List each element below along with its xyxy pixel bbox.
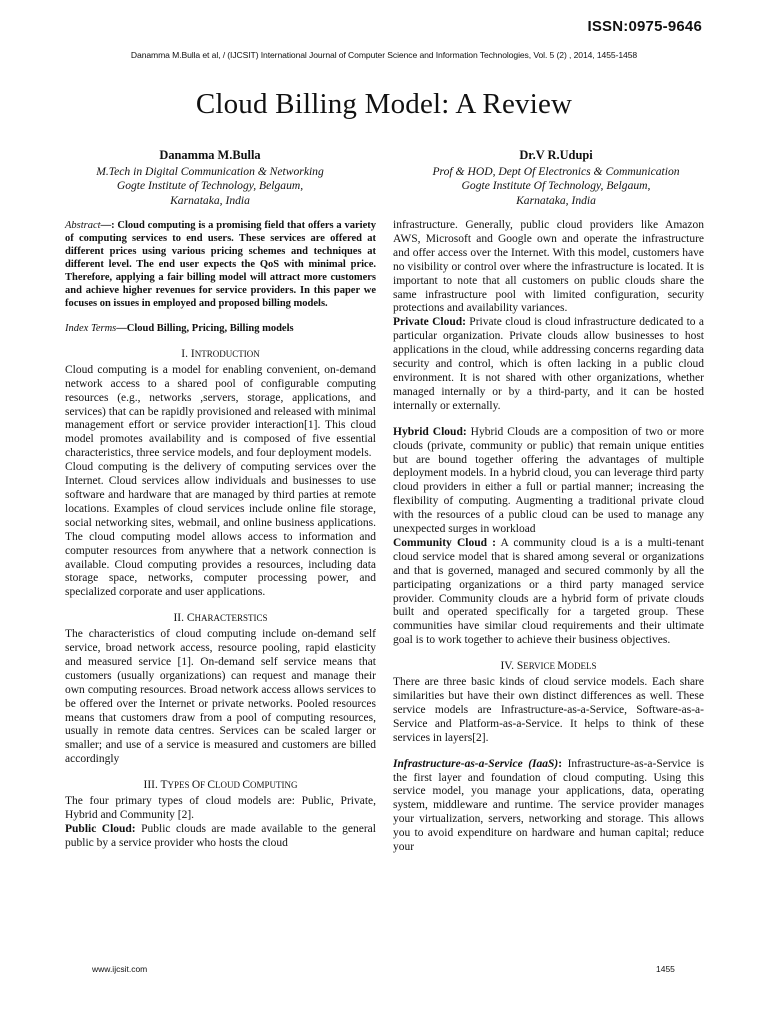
term-label: Community Cloud : [393,536,496,549]
term-label: Private Cloud: [393,316,466,329]
section-heading-types: III. TYPES OF CLOUD COMPUTING [143,779,298,792]
term-label: Infrastructure-as-a-Service (IaaS) [393,757,559,770]
paragraph: The characteristics of cloud computing include on-demand self service, broad network access, resource pooling, rapid elasticity and measured service [1]. On-demand self service means that customers (usually organizations) can request and manage their own computing resources. Broad network access allows services to be offered over the Internet or private networks. Pooled resources means that customers draw from a pool of computing resources, usually in remote data centres. Services can be scaled larger or smaller; and use of a service is measured and customers are billed accordingly [65,628,376,766]
abstract-text: —: Cloud computing is a promising field that offers a variety of computing services to end users. These services are offered at different prices using various pricing schemes and techniques at different level. The end user expects the QoS with minimal price. Therefore, applying a fair billing model will attract more customers and achieve higher revenues for service providers. In this paper we focuses on issues in employed and proposed billing models. [65,220,376,309]
author-block-2 [396,148,716,208]
author-affiliation: Karnataka, India [170,193,250,207]
footer-page-number: 1455 [656,964,675,974]
author-affiliation: Gogte Institute of Technology, Belgaum, [116,179,304,192]
author-block-1 [50,148,370,208]
paragraph: There are three basic kinds of cloud service models. Each share similarities but have their own distinct differences as well. These service models are Infrastructure-as-a-Service, Software-as-a-Service and Platform-as-a-Service. It helps to think of these services in layers[2]. [393,676,704,744]
author-affiliation: Prof & HOD, Dept Of Electronics & Communication [432,164,680,178]
paragraph-public-cloud: Public Cloud: Public clouds are made available to the general public by a service provider who hosts the cloud [65,822,376,849]
running-head: Danamma M.Bulla et al, / (IJCSIT) International Journal of Computer Science and Information Technologies, Vol. 5 (2) , 2014, 1455-1458 [130,50,638,60]
index-terms-lead: Index Terms [65,323,117,334]
paragraph-hybrid-cloud: Hybrid Cloud: Hybrid Clouds are a composition of two or more clouds (private, community or public) that remain unique entities but are bound together offering the advantages of multiple deployment models. In a hybrid cloud, you can leverage third party cloud providers in either a full or partial manner; increasing the flexibility of computing. Augmenting a traditional private cloud with the resources of a public cloud can be used to manage any unexpected surges in workload [393,425,704,536]
paragraph: The four primary types of cloud models are: Public, Private, Hybrid and Community [2]. [65,795,376,821]
paper-title: Cloud Billing Model: A Review [195,88,573,120]
abstract [65,219,376,310]
term-label: Public Cloud: [65,822,136,835]
paragraph: infrastructure. Generally, public cloud providers like Amazon AWS, Microsoft and Google own and operate the infrastructure and offer access over the Internet. With this model, customers have no visibility or control over where the infrastructure is located. It is important to note that all customers on public clouds share the same infrastructure pool with limited configuration, security protections and availability variances. [393,219,704,315]
author-name: Danamma M.Bulla [159,148,261,162]
right-column [393,219,704,855]
footer-website: www.ijcsit.com [92,964,148,974]
index-terms-text: —Cloud Billing, Pricing, Billing models [116,323,294,334]
paragraph: Cloud computing is the delivery of computing services over the Internet. Cloud services allow individuals and businesses to use software and hardware that are managed by third parties at remote locations. Examples of cloud services include online file storage, social networking sites, webmail, and online business applications. The cloud computing model allows access to information and computer resources from anywhere that a network connection is available. Cloud computing provides a resources, including data storage space, networks, computer processing power, and specialized corporate and user applications. [65,461,376,599]
abstract-lead: Abstract [65,220,101,231]
author-affiliation: Gogte Institute Of Technology, Belgaum, [461,179,651,192]
paragraph-community-cloud: Community Cloud : A community cloud is a is a multi-tenant cloud service model that is shared among several or organizations and that is governed, managed and secured commonly by all the participating organizations or a third party managed service provider. Community clouds are a hybrid form of private clouds built and operated specifically for a targeted group. These communities have similar cloud requirements and their ultimate goal is to work together to achieve their business objectives. [393,536,704,647]
left-column [65,219,376,851]
paragraph: Cloud computing is a model for enabling convenient, on-demand network access to a shared pool of configurable computing resources (e.g., networks ,servers, storage, applications, and services) that can be rapidly provisioned and released with minimal management effort or service provider interaction[1]. This cloud model promotes availability and is composed of five essential characteristics, three service models, and four deployment models. [65,363,376,460]
section-heading-service-models: IV. SERVICE MODELS [500,660,597,673]
index-terms [65,322,376,336]
section-heading-introduction: I. INTRODUCTION [181,347,260,360]
paragraph-iaas: Infrastructure-as-a-Service (IaaS): Infrastructure-as-a-Service is the first layer and foundation of cloud computing. Using this service model, you manage your applications, data, operating system, middleware and runtime. The service provider manages your virtualization, servers, networking and storage. This allows you to avoid expenditure on hardware and human capital; reduce your [393,757,704,854]
author-name: Dr.V R.Udupi [519,148,593,162]
paragraph-private-cloud: Private Cloud: Private cloud is cloud infrastructure dedicated to a particular organization. Private clouds allow businesses to host applications in the cloud, while addressing concerns regarding data security and control, which is often lacking in a public cloud environment. It is not shared with other organizations, whether managed internally or by a third-party, and it can be hosted internally or externally. [393,316,704,412]
section-heading-characteristics: II. CHARACTERSTICS [173,612,268,625]
issn-label: ISSN:0975-9646 [587,18,702,35]
author-affiliation: M.Tech in Digital Communication & Networking [96,164,324,178]
author-affiliation: Karnataka, India [516,193,596,207]
term-label: Hybrid Cloud: [393,425,467,438]
